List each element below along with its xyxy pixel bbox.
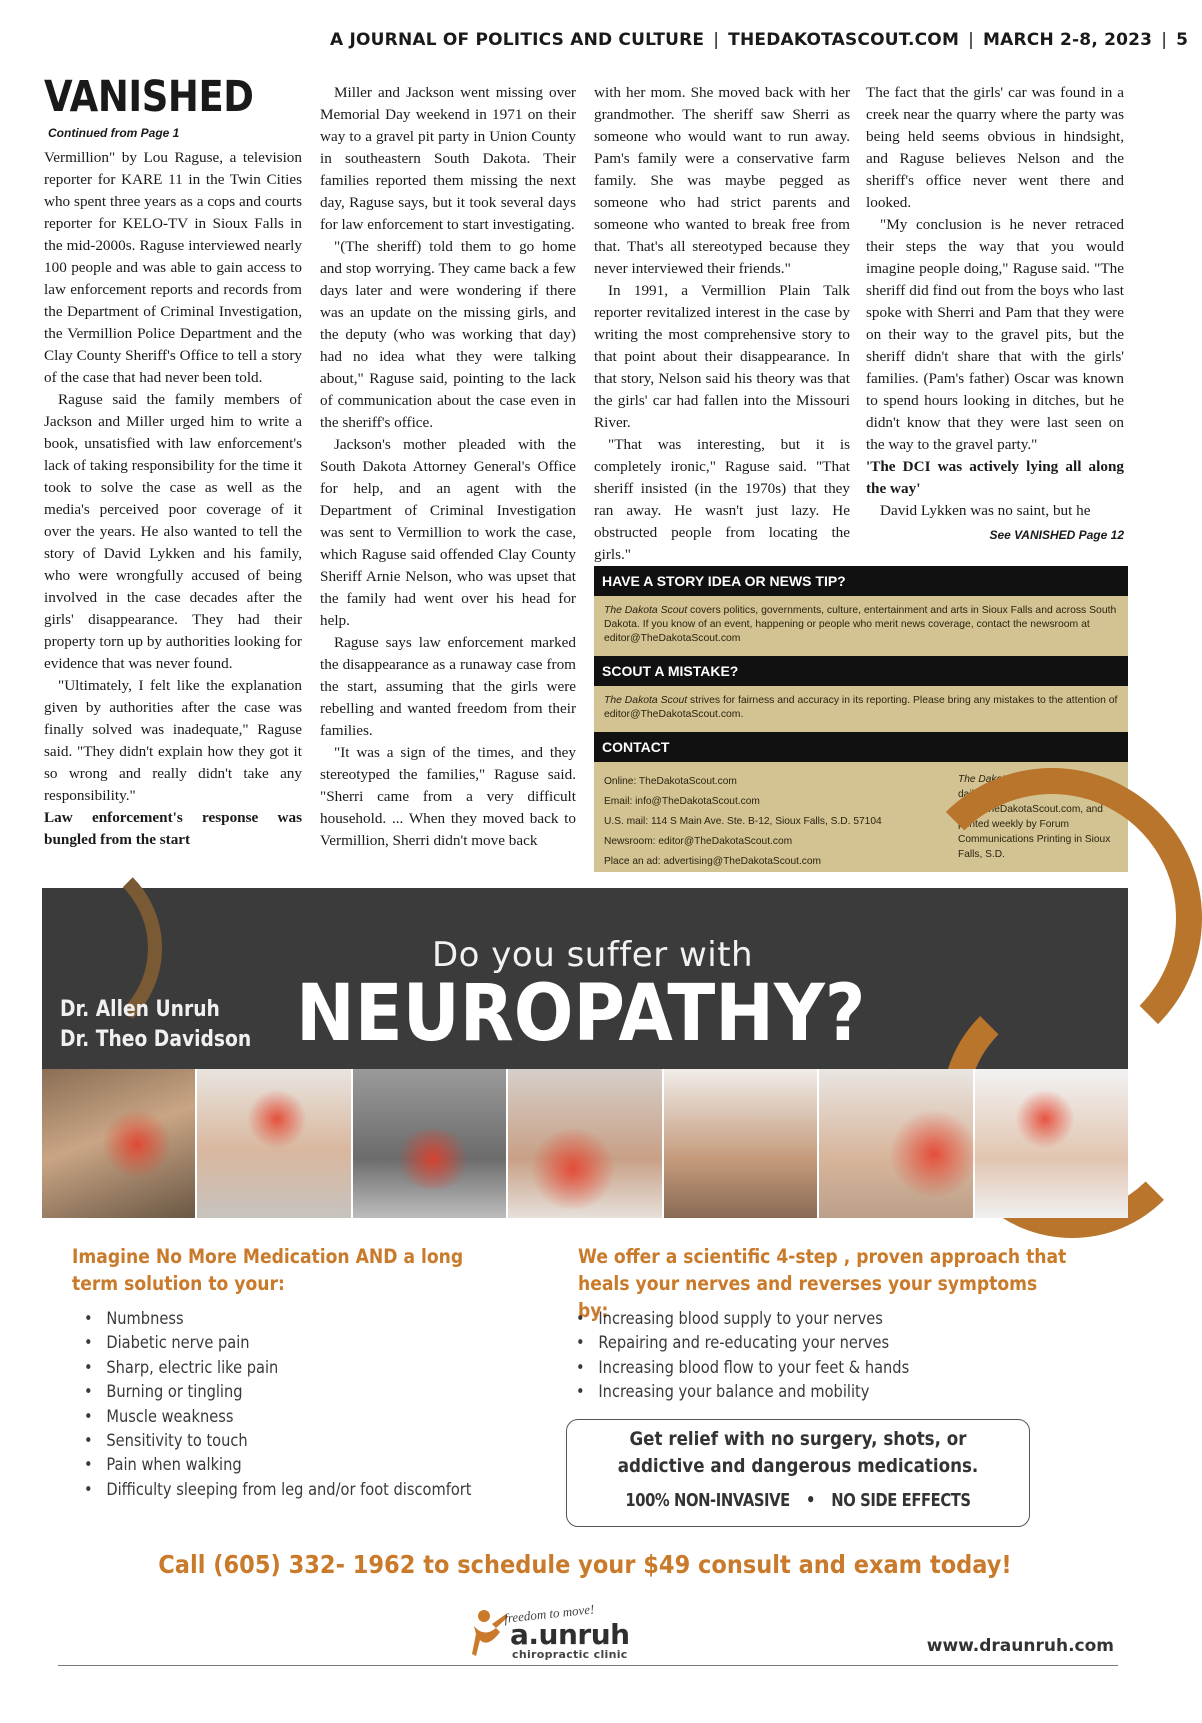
logo-name: a.unruh (510, 1618, 630, 1651)
paragraph: "My conclusion is he never retraced their steps the way that you would imagine people doing," Raguse said. "The sheriff did find out from the boys who last spoke with Sherri and Pam that they were on their way to the gravel pits, but the sheriff didn't share that with the girls' families. (Pam's father) Oscar was known to spend hours looking in ditches, but he didn't know that they were last seen on the way to the gravel party." (866, 216, 1124, 453)
paragraph: Miller and Jackson went missing over Memorial Day weekend in 1971 on their way to a gravel pit party in Union County in southeastern South Dakota. Their families reported them missing the next day, Raguse says, but it took several days for law enforcement to start investigating. (320, 84, 576, 233)
symptom-list (84, 1307, 480, 1502)
list-item: • Sharp, electric like pain (84, 1356, 480, 1380)
article-column-2 (320, 82, 576, 852)
publication-note-text: is published daily online at www.TheDakotaScout.com, and printed weekly by Forum Communications Printing in Sioux Falls, S.D. (958, 774, 1111, 860)
masthead-separator: | (968, 30, 975, 50)
subheading: 'The DCI was actively lying all along the way' (866, 458, 1124, 497)
paragraph: with her mom. She moved back with her grandmother. The sheriff saw Sherri as someone who would want to run away. Pam's family were a conservative farm family. She was maybe pegged as someone who had strict parents and someone who wanted to break free from that. That's all stereotyped because they never interviewed their friends." (594, 84, 850, 277)
paragraph: "Ultimately, I felt like the explanation given by authorities after the case was finally solved was inadequate," Raguse said. "They didn't explain how they got it so wrong and really didn't take any responsibility." (44, 677, 302, 804)
article-headline: VANISHED (44, 72, 254, 122)
story-tip-body: covers politics, governments, culture, entertainment and arts in Sioux Falls and across South Dakota. If you know of an event, happening or people who merit news coverage, contact the newsroom at editor@TheDakotaScout.com (604, 605, 1117, 644)
logo-subtitle: chiropractic clinic (512, 1648, 628, 1661)
doctor-name: Dr. Theo Davidson (60, 1027, 252, 1052)
paragraph: Vermillion" by Lou Raguse, a television reporter for KARE 11 in the Twin Cities who spent three years as a cops and courts reporter for KELO-TV in Sioux Falls in the mid-2000s. Raguse interviewed nearly 100 people and was able to gain access to law enforcement reports and records from the Department of Criminal Investigation, the Vermillion Police Department and the Clay County Sheriff's Office to tell a story of the case that had never been told. (44, 149, 302, 386)
paragraph: "That was interesting, but it is completely ironic," Raguse said. "That sheriff insisted (in the 1970s) that they ran away. He wasn't just lazy. He obstructed people from locating the girls." (594, 436, 850, 563)
foot-side-photo (975, 1069, 1128, 1218)
paragraph: Raguse said the family members of Jackson and Miller urged him to write a book, unsatisfied with law enforcement's lack of taking responsibility for the time it took to solve the case as well as the media's perceived poor coverage of it over the years. He also wanted to tell the story of David Lykken and his family, who were wrongfully accused of being involved in the case decades after the girls' disappearance. They had their property torn up by authorities looking for evidence that was never found. (44, 391, 302, 672)
story-tip-title: HAVE A STORY IDEA OR NEWS TIP? (594, 566, 1128, 596)
paragraph: "(The sheriff) told them to go home and stop worrying. They came back a few days later and were wondering if there was an update on the missing girls, and the deputy (who was working that day) had no idea what they were talking about," Raguse said, pointing to the lack of communication about the case even in the sheriff's office. (320, 238, 576, 431)
paragraph: Jackson's mother pleaded with the South Dakota Attorney General's Office for help, and an agent with the Department of Criminal Investigation was sent to Vermillion to work the case, which Raguse said offended Clay County Sheriff Arnie Nelson, who was upset that the family had went over his head for help. (320, 436, 576, 629)
ad-title: NEUROPATHY? (296, 969, 866, 1059)
publication-name: The Dakota Scout (604, 605, 688, 616)
foot-photo (42, 1069, 197, 1218)
pain-highlight (889, 1109, 979, 1199)
contact-newsroom[interactable]: Newsroom: editor@TheDakotaScout.com (604, 836, 793, 847)
call-to-action[interactable]: Call (605) 332- 1962 to schedule your $49 consult and exam today! (158, 1550, 1012, 1579)
article-column-1 (44, 147, 302, 851)
logo-tagline: freedom to move! (503, 1601, 595, 1626)
site-link[interactable]: THEDAKOTASCOUT.COM (728, 30, 960, 50)
list-item: • Increasing your balance and mobility (576, 1380, 1023, 1404)
publication-name: The Dakota Scout (604, 695, 688, 706)
list-item: • Increasing blood supply to your nerves (576, 1307, 1023, 1331)
heel-photo (819, 1069, 974, 1218)
list-item: • Pain when walking (84, 1453, 480, 1477)
masthead (330, 30, 1189, 58)
ad-left-heading: Imagine No More Medication AND a long term solution to your: (72, 1245, 464, 1295)
paragraph: Raguse says law enforcement marked the disappearance as a runaway case from the start, assuming that the girls were rebelling and wanted freedom from their families. (320, 634, 576, 739)
paragraph: David Lykken was no saint, but he (880, 502, 1091, 519)
photo-strip (42, 1069, 1128, 1218)
issue-date: MARCH 2-8, 2023 (983, 30, 1153, 50)
article-column-3 (594, 82, 850, 566)
pain-highlight (528, 1129, 618, 1209)
list-item: • Diabetic nerve pain (84, 1331, 480, 1355)
subheading: Law enforcement's response was bungled from the start (44, 809, 302, 848)
bottom-divider (58, 1665, 1118, 1666)
ad-doctors (60, 995, 251, 1055)
journal-name: A JOURNAL OF POLITICS AND CULTURE (330, 30, 705, 50)
paragraph: "It was a sign of the times, and they stereotyped the families," Raguse said. "Sherri came from a very difficult household. ... When they moved back to Vermillion, Sherri didn't move back (320, 744, 576, 849)
list-item: • Muscle weakness (84, 1405, 480, 1429)
ad-right-heading: We offer a scientific 4-step , proven approach that heals your nerves and reverses your symptoms by: (578, 1245, 1067, 1322)
bullet-separator: • (806, 1490, 816, 1511)
tag-no-side-effects: NO SIDE EFFECTS (831, 1490, 971, 1511)
contact-mail: U.S. mail: 114 S Main Ave. Ste. B-12, Sioux Falls, S.D. 57104 (604, 816, 882, 827)
publication-name: The Dakota Scout (958, 774, 1040, 785)
contact-advertising[interactable]: Place an ad: advertising@TheDakotaScout.com (604, 856, 822, 867)
article-column-4 (866, 82, 1124, 546)
continued-from: Continued from Page 1 (48, 126, 180, 140)
contact-online[interactable]: Online: TheDakotaScout.com (604, 776, 737, 787)
mistake-title: SCOUT A MISTAKE? (594, 656, 1128, 686)
masthead-separator: | (1161, 30, 1168, 50)
list-item: • Increasing blood flow to your feet & hands (576, 1356, 1023, 1380)
pain-highlight (102, 1109, 172, 1179)
paragraph: In 1991, a Vermillion Plain Talk reporter revitalized interest in the case by writing the most comprehensive story to that point about their disappearance. In that story, Nelson said his theory was that the girls' car had fallen into the Missouri River. (594, 282, 850, 431)
list-item: • Difficulty sleeping from leg and/or foot discomfort (84, 1478, 480, 1502)
continued-to-link[interactable]: See VANISHED Page 12 (989, 528, 1124, 542)
ad-tagline: Do you suffer with (432, 935, 754, 975)
pain-highlight (247, 1089, 307, 1149)
approach-list (576, 1307, 1023, 1405)
masthead-separator: | (713, 30, 720, 50)
tag-non-invasive: 100% NON-INVASIVE (625, 1490, 790, 1511)
doctor-name: Dr. Allen Unruh (60, 997, 220, 1022)
hand-photo (353, 1069, 508, 1218)
contact-list (604, 772, 948, 872)
ankle-photo (197, 1069, 352, 1218)
relief-tags (609, 1490, 988, 1511)
paragraph: The fact that the girls' car was found in a creek near the quarry where the party was being held seems obvious in hindsight, and Raguse believes Nelson and the sheriff's office never went there and looked. (866, 84, 1124, 211)
story-tip-text (594, 596, 1128, 656)
massage-photo (664, 1069, 819, 1218)
mistake-text (594, 686, 1128, 732)
website-link[interactable]: www.draunruh.com (926, 1636, 1114, 1656)
pain-highlight (393, 1129, 473, 1189)
clinic-logo (470, 1601, 690, 1664)
relief-text: Get relief with no surgery, shots, or addictive and dangerous medications. (617, 1428, 979, 1477)
page-number: 5 (1176, 30, 1189, 50)
list-item: • Sensitivity to touch (84, 1429, 480, 1453)
pain-highlight (1015, 1089, 1075, 1149)
contact-email[interactable]: Email: info@TheDakotaScout.com (604, 796, 760, 807)
contact-title: CONTACT (594, 732, 1128, 762)
sole-photo (508, 1069, 663, 1218)
list-item: • Numbness (84, 1307, 480, 1331)
list-item: • Repairing and re-educating your nerves (576, 1331, 1023, 1355)
relief-box (566, 1419, 1030, 1527)
mistake-body: strives for fairness and accuracy in its reporting. Please bring any mistakes to the attention of editor@TheDakotaScout.com. (604, 695, 1118, 720)
list-item: • Burning or tingling (84, 1380, 480, 1404)
